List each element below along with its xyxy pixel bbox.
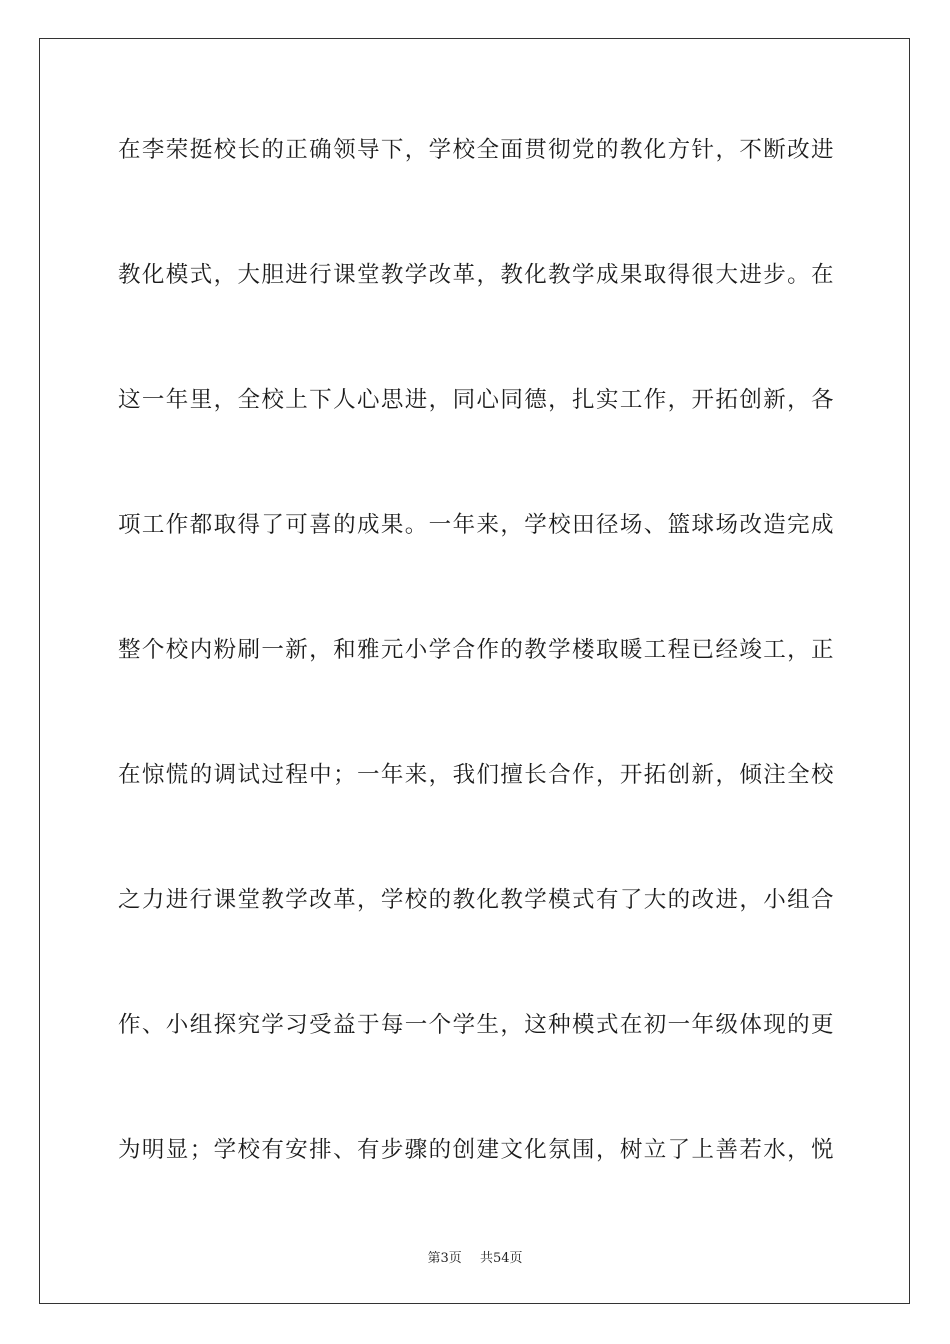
document-body <box>118 128 834 1253</box>
current-page-number: 第3页 <box>427 1251 462 1266</box>
page-footer <box>0 1247 950 1266</box>
text-line: 在惊慌的调试过程中；一年来，我们擅长合作，开拓创新，倾注全校 <box>118 762 834 788</box>
text-line: 之力进行课堂教学改革，学校的教化教学模式有了大的改进，小组合 <box>118 887 834 913</box>
text-line: 为明显；学校有安排、有步骤的创建文化氛围，树立了上善若水，悦 <box>118 1137 834 1163</box>
total-page-count: 共54页 <box>479 1251 523 1266</box>
text-line: 教化模式，大胆进行课堂教学改革，教化教学成果取得很大进步。在 <box>118 262 834 288</box>
text-line: 整个校内粉刷一新，和雅元小学合作的教学楼取暖工程已经竣工，正 <box>118 637 834 663</box>
text-line: 这一年里，全校上下人心思进，同心同德，扎实工作，开拓创新，各 <box>118 387 834 413</box>
text-line: 在李荣挺校长的正确领导下，学校全面贯彻党的教化方针，不断改进 <box>118 137 834 163</box>
text-line: 项工作都取得了可喜的成果。一年来，学校田径场、篮球场改造完成 <box>118 512 834 538</box>
text-line: 作、小组探究学习受益于每一个学生，这种模式在初一年级体现的更 <box>118 1012 834 1038</box>
